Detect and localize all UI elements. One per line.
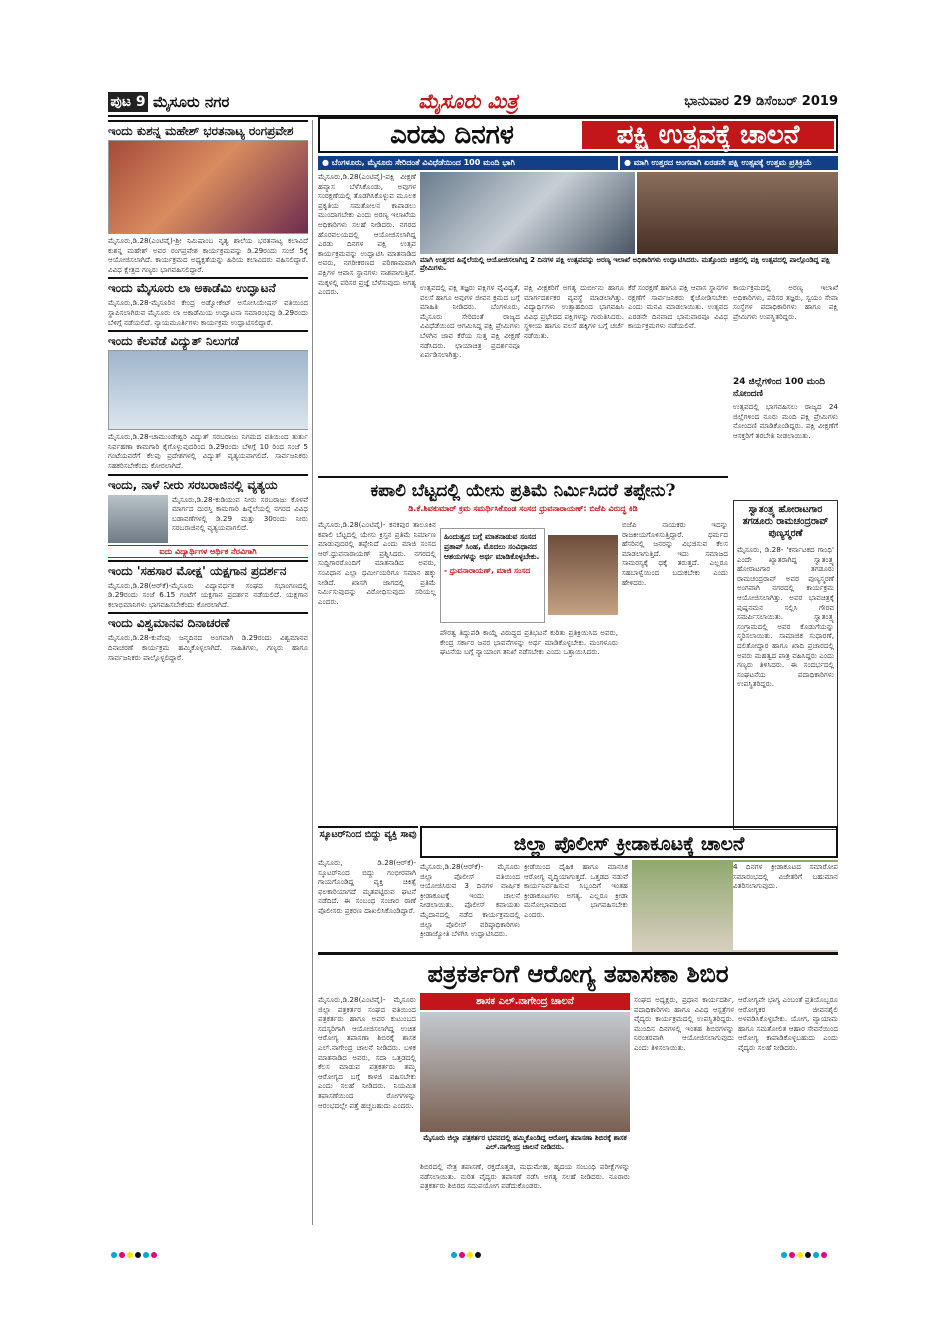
brief-headline: ಇಂದು ಮೈಸೂರು ಲಾ ಅಕಾಡೆಮಿ ಉದ್ಘಾಟನೆ — [108, 277, 308, 297]
brief-body: ಮೈಸೂರು,ಡಿ.28(ಆರ್‌ಕೆ)-ಮೈಸೂರು ವಿದ್ಯಾವರ್ಧಕ ಸಂಘದ ಸಭಾಂಗಣದಲ್ಲಿ ಡಿ.29ರಂದು ಸಂಜೆ 6.15 ಗಂಟೆಗೆ ಯಕ್ಷಗಾನ ಪ್ರದರ್ಶನ ನಡೆಯಲಿದೆ. ಯಕ್ಷಗಾನ ಕಲಾಭಿಮಾನಿಗಳು ಭಾಗವಹಿಸಬೇಕೆಂದು ಕೋರಲಾಗಿದೆ. — [108, 580, 308, 609]
lead-headline-part-a: ಎರಡು ದಿನಗಳ — [390, 120, 514, 150]
mp-portrait-photo — [548, 535, 618, 615]
police-col-1: ಮೈಸೂರು,ಡಿ.28(ಆರ್‌ಕೆ)- ಮೈಸೂರು ಜಿಲ್ಲಾ ಪೊಲೀಸ್ ವತಿಯಿಂದ ಆಯೋಜಿಸಿರುವ 3 ದಿನಗಳ ವಾರ್ಷಿಕ ಕ್ರೀಡಾಕೂಟಕ್ಕೆ ಇಂದು ಚಾಲನೆ ನೀಡಲಾಯಿತು. ಪೊಲೀಸ್ ಕವಾಯತು ಮೈದಾನದಲ್ಲಿ ನಡೆದ ಕಾರ್ಯಕ್ರಮದಲ್ಲಿ ಜಿಲ್ಲಾ ಪೊಲೀಸ್ ವರಿಷ್ಠಾಧಿಕಾರಿಗಳು ಕ್ರೀಡಾಜ್ಯೋತಿ ಬೆಳಗಿಸಿ ಉದ್ಘಾಟಿಸಿದರು. — [420, 862, 520, 939]
health-col-2: ಶಿಬಿರದಲ್ಲಿ ನೇತ್ರ ತಪಾಸಣೆ, ರಕ್ತದೊತ್ತಡ, ಮಧುಮೇಹ, ಹೃದಯ ಸಂಬಂಧಿ ಪರೀಕ್ಷೆಗಳನ್ನು ನಡೆಸಲಾಯಿತು. ನುರಿತ ವೈದ್ಯರು ತಪಾಸಣೆ ನಡೆಸಿ ಅಗತ್ಯ ಸಲಹೆ ನೀಡಿದರು. ನೂರಾರು ಪತ್ರಕರ್ತರು ಶಿಬಿರದ ಸದುಪಯೋಗ ಪಡೆದುಕೊಂಡರು. — [420, 1162, 630, 1191]
lead-col-5: ಕಾರ್ಯಕ್ರಮದಲ್ಲಿ ಅರಣ್ಯ ಇಲಾಖೆ ಅಧಿಕಾರಿಗಳು, ಪರಿಸರ ತಜ್ಞರು, ಸ್ವಯಂ ಸೇವಾ ಸಂಸ್ಥೆಗಳ ಪದಾಧಿಕಾರಿಗಳು ಹಾಗೂ ಪಕ್ಷಿ ಪ್ರೇಮಿಗಳು ಉಪಸ್ಥಿತರಿದ್ದರು. — [733, 283, 838, 321]
page-number: ಪುಟ 9 — [108, 92, 148, 112]
strap-right: ● ಮಾಗಿ ಉತ್ತರದ ಅಂಗವಾಗಿ ಏರಡನೇ ಪಕ್ಷಿ ಉತ್ಸವಕ್ಕೆ ಉತ್ತಮ ಪ್ರತಿಕ್ರಿಯೆ — [620, 156, 838, 170]
newspaper-logo: ಮೈಸೂರು ಮಿತ್ರ — [418, 89, 518, 113]
brief-headline: ಇಂದು ಕುಶನ್ನ ಮಹೇಶ್ ಭರತನಾಟ್ಯ ರಂಗಪ್ರವೇಶ — [108, 120, 308, 140]
lead-col-3: ಪಕ್ಷಿ ವೀಕ್ಷಕರಿಗೆ ಅಗತ್ಯ ದುರ್ಬೀನು ಹಾಗೂ ಮಾರ್ಗದರ್ಶಕರ ವ್ಯವಸ್ಥೆ ಮಾಡಲಾಗಿತ್ತು. ವಿದ್ಯಾರ್ಥಿಗಳು ಉತ್ಸಾಹದಿಂದ ಭಾಗವಹಿಸಿ ವಿವಿಧ ಪ್ರಭೇದದ ಪಕ್ಷಿಗಳನ್ನು ಗುರುತಿಸಿದರು. ಸ್ಥಳೀಯ ಹಾಗೂ ವಲಸೆ ಹಕ್ಕಿಗಳ ಬಗ್ಗೆ ಚರ್ಚೆ ನಡೆಯಿತು. — [524, 283, 624, 340]
lead-col-2: ಉತ್ಸವದಲ್ಲಿ ಪಕ್ಷಿ ತಜ್ಞರು ಪಕ್ಷಿಗಳ ವೈವಿಧ್ಯತೆ, ವಲಸೆ ಹಾಗೂ ಅವುಗಳ ಜೀವನ ಕ್ರಮದ ಬಗ್ಗೆ ಮಾಹಿತಿ ನೀಡಿದರು. ಬೆಂಗಳೂರು, ಮೈಸೂರು ಸೇರಿದಂತೆ ರಾಜ್ಯದ ವಿವಿಧೆಡೆಯಿಂದ ಆಗಮಿಸಿದ್ದ ಪಕ್ಷಿ ಪ್ರೇಮಿಗಳು ಬೆಳಗಿನ ಜಾವ ಕೆರೆಯ ಸುತ್ತ ಪಕ್ಷಿ ವೀಕ್ಷಣೆ ನಡೆಸಿದರು. ಛಾಯಾಚಿತ್ರ ಪ್ರದರ್ಶನವೂ ಏರ್ಪಡಿಸಲಾಗಿತ್ತು. — [420, 283, 520, 360]
print-registration-marks — [110, 1244, 170, 1252]
section-title: ಮೈಸೂರು ನಗರ — [153, 93, 230, 111]
kapali-col-1: ಮೈಸೂರು,ಡಿ.28(ಎಂಟಿವೈ)- ಕನಕಪುರ ತಾಲೂಕಿನ ಕಪಾಲಿ ಬೆಟ್ಟದಲ್ಲಿ ಯೇಸು ಕ್ರಿಸ್ತನ ಪ್ರತಿಮೆ ನಿರ್ಮಾಣ ಮಾಡುವುದರಲ್ಲಿ ತಪ್ಪೇನಿದೆ ಎಂದು ಮಾಜಿ ಸಂಸದ ಆರ್.ಧ್ರುವನಾರಾಯಣ್ ಪ್ರಶ್ನಿಸಿದರು. ನಗರದಲ್ಲಿ ಸುದ್ದಿಗಾರರೊಂದಿಗೆ ಮಾತನಾಡಿದ ಅವರು, ಸಂವಿಧಾನ ಎಲ್ಲಾ ಧರ್ಮೀಯರಿಗೂ ಸಮಾನ ಹಕ್ಕು ನೀಡಿದೆ. ಖಾಸಗಿ ಜಾಗದಲ್ಲಿ ಪ್ರತಿಮೆ ನಿರ್ಮಿಸುವುದನ್ನು ವಿರೋಧಿಸುವುದು ಸರಿಯಲ್ಲ ಎಂದರು. — [318, 520, 436, 606]
tribute-body: ಮೈಸೂರು, ಡಿ.28- 'ಕರ್ನಾಟಕದ ಗಾಂಧಿ' ಎಂದೇ ಖ್ಯಾತರಾಗಿದ್ದ ಸ್ವಾತಂತ್ರ್ಯ ಹೋರಾಟಗಾರ ತಗಡೂರು ರಾಮಚಂದ್ರರಾವ್ ಅವರ ಪುಣ್ಯಸ್ಮರಣೆ ಅಂಗವಾಗಿ ನಗರದಲ್ಲಿ ಕಾರ್ಯಕ್ರಮ ಆಯೋಜಿಸಲಾಗಿತ್ತು. ಅವರ ಭಾವಚಿತ್ರಕ್ಕೆ ಪುಷ್ಪನಮನ ಸಲ್ಲಿಸಿ ಗೌರವ ಸಮರ್ಪಿಸಲಾಯಿತು. ಸ್ವಾತಂತ್ರ್ಯ ಸಂಗ್ರಾಮದಲ್ಲಿ ಅವರ ಕೊಡುಗೆಯನ್ನು ಸ್ಮರಿಸಲಾಯಿತು. ಸಾಮಾಜಿಕ ಸುಧಾರಣೆ, ದಲಿತೋದ್ಧಾರ ಹಾಗೂ ಖಾದಿ ಪ್ರಚಾರದಲ್ಲಿ ಅವರು ಮಹತ್ವದ ಪಾತ್ರ ವಹಿಸಿದ್ದರು ಎಂದು ಗಣ್ಯರು ತಿಳಿಸಿದರು. ಈ ಸಂದರ್ಭದಲ್ಲಿ ಸಂಘಟನೆಯ ಪದಾಧಿಕಾರಿಗಳು ಉಪಸ್ಥಿತರಿದ್ದರು. — [737, 545, 834, 689]
registration-dots-icon — [780, 1251, 840, 1259]
power-pylon-photo — [108, 350, 308, 430]
kapali-col-3: ಪೌರತ್ವ ತಿದ್ದುಪಡಿ ಕಾಯ್ದೆ ವಿರುದ್ಧದ ಪ್ರತಿಭಟನೆ ಕುರಿತು ಪ್ರತಿಕ್ರಿಯಿಸಿದ ಅವರು, ಕೇಂದ್ರ ಸರ್ಕಾರ ಜನರ ಭಾವನೆಗಳನ್ನು ಅರ್ಥ ಮಾಡಿಕೊಳ್ಳಬೇಕು. ಮಂಗಳೂರು ಘಟನೆಯ ಬಗ್ಗೆ ನ್ಯಾಯಾಂಗ ತನಿಖೆ ನಡೆಸಬೇಕು ಎಂದು ಒತ್ತಾಯಿಸಿದರು. — [440, 628, 618, 657]
health-camp-caption: ಮೈಸೂರು ಜಿಲ್ಲಾ ಪತ್ರಕರ್ತರ ಭವನದಲ್ಲಿ ಹಮ್ಮಿಕೊಂಡಿದ್ದ ಆರೋಗ್ಯ ತಪಾಸಣಾ ಶಿಬಿರಕ್ಕೆ ಶಾಸಕ ಎಲ್.ನಾಗೇಂದ್ರ ಚಾಲನೆ ನೀಡಿದರು. — [423, 1134, 627, 1151]
brief-body: ಮೈಸೂರು,ಡಿ.28(ಎಂಟಿವೈ)-ಶ್ರೀ ನಿಮಿಷಾಂಬ ನೃತ್ಯ ಶಾಲೆಯ ಭರತನಾಟ್ಯ ಕಲಾವಿದೆ ಕುಶನ್ನ ಮಹೇಶ್ ಅವರ ರಂಗಪ್ರವೇಶ ಕಾರ್ಯಕ್ರಮವನ್ನು ಡಿ.29ರಂದು ಸಂಜೆ 5ಕ್ಕೆ ಆಯೋಜಿಸಲಾಗಿದೆ. ಕಾರ್ಯಕ್ರಮದ ಅಧ್ಯಕ್ಷತೆಯನ್ನು ಹಿರಿಯ ಕಲಾವಿದರು ವಹಿಸಲಿದ್ದಾರೆ. ವಿವಿಧ ಕ್ಷೇತ್ರದ ಗಣ್ಯರು ಭಾಗವಹಿಸಲಿದ್ದಾರೆ. — [108, 236, 308, 274]
scooter-body: ಮೈಸೂರು, ಡಿ.28(ಆರ್‌ಕೆ)- ಸ್ಕೂಟರ್‌ನಿಂದ ಬಿದ್ದು ಗಂಭೀರವಾಗಿ ಗಾಯಗೊಂಡಿದ್ದ ವ್ಯಕ್ತಿ ಚಿಕಿತ್ಸೆ ಫಲಕಾರಿಯಾಗದೆ ಮೃತಪಟ್ಟಿರುವ ಘಟನೆ ನಡೆದಿದೆ. ಈ ಸಂಬಂಧ ಸಂಚಾರ ಠಾಣೆ ಪೊಲೀಸರು ಪ್ರಕರಣ ದಾಖಲಿಸಿಕೊಂಡಿದ್ದಾರೆ. — [318, 858, 416, 915]
lead-subhead: 24 ಜಿಲ್ಲೆಗಳಿಂದ 100 ಮಂದಿ ನೋಂದಣಿ — [733, 377, 825, 399]
lead-col-6: ಉತ್ಸವದಲ್ಲಿ ಭಾಗವಹಿಸಲು ರಾಜ್ಯದ 24 ಜಿಲ್ಲೆಗಳಿಂದ ನೂರು ಮಂದಿ ಪಕ್ಷಿ ಪ್ರೇಮಿಗಳು ನೋಂದಣಿ ಮಾಡಿಕೊಂಡಿದ್ದರು. ಪಕ್ಷಿ ವೀಕ್ಷಣೆಗೆ ಆಸಕ್ತರಿಗೆ ತರಬೇತಿ ನೀಡಲಾಯಿತು. — [733, 402, 838, 440]
brief-headline: ಇಂದು ವಿಶ್ವಮಾನವ ದಿನಾಚರಣೆ — [108, 612, 308, 632]
audience-photo — [637, 172, 838, 254]
brief-headline: ಇಂದು 'ಸಹಸಾರ ಮೋಕ್ಷ' ಯಕ್ಷಗಾನ ಪ್ರದರ್ಶನ — [108, 560, 308, 580]
brief-body: ಮೈಸೂರು,ಡಿ.28-ಕುವೆಂಪು ಜನ್ಮದಿನದ ಅಂಗವಾಗಿ ಡಿ.29ರಂದು ವಿಶ್ವಮಾನವ ದಿನಾಚರಣೆ ಕಾರ್ಯಕ್ರಮ ಹಮ್ಮಿಕೊಳ್ಳಲಾಗಿದೆ. ಸಾಹಿತಿಗಳು, ಗಣ್ಯರು ಹಾಗೂ ಸಾರ್ವಜನಿಕರು ಪಾಲ್ಗೊಳ್ಳಲಿದ್ದಾರೆ. — [108, 633, 308, 662]
health-camp-photo — [420, 1012, 630, 1132]
kapali-headline: ಕಪಾಲಿ ಬೆಟ್ಟದಲ್ಲಿ ಯೇಸು ಪ್ರತಿಮೆ ನಿರ್ಮಿಸಿದರೆ ತಪ್ಪೇನು? — [318, 476, 728, 502]
pull-quote-author: - ಧ್ರುವನಾರಾಯಣ್, ಮಾಜಿ ಸಂಸದ — [444, 566, 531, 575]
health-col-3: ಸಂಘದ ಅಧ್ಯಕ್ಷರು, ಪ್ರಧಾನ ಕಾರ್ಯದರ್ಶಿ, ಪದಾಧಿಕಾರಿಗಳು ಹಾಗೂ ವಿವಿಧ ಆಸ್ಪತ್ರೆಗಳ ವೈದ್ಯರು ಕಾರ್ಯಕ್ರಮದಲ್ಲಿ ಉಪಸ್ಥಿತರಿದ್ದರು. ಮುಂದಿನ ದಿನಗಳಲ್ಲಿ ಇಂತಹ ಶಿಬಿರಗಳನ್ನು ನಿರಂತರವಾಗಿ ಆಯೋಜಿಸಲಾಗುವುದು ಎಂದು ತಿಳಿಸಲಾಯಿತು. — [634, 995, 734, 1052]
kapali-col-2: ಬಿಜೆಪಿ ನಾಯಕರು ಇದನ್ನು ರಾಜಕೀಯಗೊಳಿಸುತ್ತಿದ್ದಾರೆ. ಧರ್ಮದ ಹೆಸರಿನಲ್ಲಿ ಜನರನ್ನು ವಿಭಜಿಸುವ ಕೆಲಸ ಮಾಡಲಾಗುತ್ತಿದೆ. ಇದು ಸಮಾಜದ ಸಾಮರಸ್ಯಕ್ಕೆ ಧಕ್ಕೆ ತರುತ್ತದೆ. ಎಲ್ಲರೂ ಸಹಬಾಳ್ವೆಯಿಂದ ಬದುಕಬೇಕು ಎಂದು ಹೇಳಿದರು. — [622, 520, 728, 587]
police-col-2: ಕ್ರೀಡೆಯಿಂದ ದೈಹಿಕ ಹಾಗೂ ಮಾನಸಿಕ ಆರೋಗ್ಯ ವೃದ್ಧಿಯಾಗುತ್ತದೆ. ಒತ್ತಡದ ನಡುವೆ ಕಾರ್ಯನಿರ್ವಹಿಸುವ ಸಿಬ್ಬಂದಿಗೆ ಇಂತಹ ಕ್ರೀಡಾಕೂಟಗಳು ಅಗತ್ಯ. ಎಲ್ಲರೂ ಕ್ರೀಡಾ ಮನೋಭಾವದಿಂದ ಭಾಗವಹಿಸಬೇಕು ಎಂದರು. — [524, 862, 628, 919]
lead-photo-caption: ಮಾಗಿ ಉತ್ತರದ ಹಿನ್ನೆಲೆಯಲ್ಲಿ ಆಯೋಜಿಸಲಾಗಿದ್ದ 2 ದಿನಗಳ ಪಕ್ಷಿ ಉತ್ಸವವನ್ನು ಅರಣ್ಯ ಇಲಾಖೆ ಅಧಿಕಾರಿಗಳು ಉದ್ಘಾಟಿಸಿದರು. ಮತ್ತೊಂದು ಚಿತ್ರದಲ್ಲಿ ಪಕ್ಷಿ ಉತ್ಸವದಲ್ಲಿ ಪಾಲ್ಗೊಂಡಿದ್ದ ಪಕ್ಷಿ ಪ್ರೇಮಿಗಳು. — [420, 256, 831, 272]
brief-body: ಮೈಸೂರು,ಡಿ.28-ಚಾಮುಂಡೇಶ್ವರಿ ವಿದ್ಯುತ್ ಸರಬರಾಜು ನಿಗಮದ ವತಿಯಿಂದ ತುರ್ತು ನಿರ್ವಹಣಾ ಕಾಮಗಾರಿ ಕೈಗೊಳ್ಳುವುದರಿಂದ ಡಿ.29ರಂದು ಬೆಳಿಗ್ಗೆ 10 ರಿಂದ ಸಂಜೆ 5 ಗಂಟೆಯವರೆಗೆ ಕೆಲವು ಪ್ರದೇಶಗಳಲ್ಲಿ ವಿದ್ಯುತ್ ವ್ಯತ್ಯಯವಾಗಲಿದೆ. ಸಾರ್ವಜನಿಕರು ಸಹಕರಿಸಬೇಕೆಂದು ಕೋರಲಾಗಿದೆ. — [108, 432, 308, 470]
health-col-1: ಮೈಸೂರು,ಡಿ.28(ಎಂಟಿವೈ)- ಮೈಸೂರು ಜಿಲ್ಲಾ ಪತ್ರಕರ್ತರ ಸಂಘದ ವತಿಯಿಂದ ಪತ್ರಕರ್ತರು ಹಾಗೂ ಅವರ ಕುಟುಂಬದ ಸದಸ್ಯರಿಗಾಗಿ ಆಯೋಜಿಸಲಾಗಿದ್ದ ಉಚಿತ ಆರೋಗ್ಯ ತಪಾಸಣಾ ಶಿಬಿರಕ್ಕೆ ಶಾಸಕ ಎಲ್.ನಾಗೇಂದ್ರ ಚಾಲನೆ ನೀಡಿದರು. ಬಳಿಕ ಮಾತನಾಡಿದ ಅವರು, ಸದಾ ಒತ್ತಡದಲ್ಲಿ ಕೆಲಸ ಮಾಡುವ ಪತ್ರಕರ್ತರು ತಮ್ಮ ಆರೋಗ್ಯದ ಬಗ್ಗೆ ಕಾಳಜಿ ವಹಿಸಬೇಕು ಎಂದು ಸಲಹೆ ನೀಡಿದರು. ನಿಯಮಿತ ತಪಾಸಣೆಯಿಂದ ರೋಗಗಳನ್ನು ಆರಂಭದಲ್ಲೇ ಪತ್ತೆ ಹಚ್ಚಬಹುದು ಎಂದರು. — [318, 995, 416, 1110]
left-news-column — [108, 120, 308, 1225]
kapali-subhead: ಡಿ.ಕೆ.ಶಿವಕುಮಾರ್ ಕ್ರಮ ಸಮರ್ಥಿಸಿಕೊಂಡ ಸಂಸದ ಧ್ರುವನಾರಾಯಣ್: ಬಿಜೆಪಿ ವಿರುದ್ಧ ಕಿಡಿ — [408, 504, 638, 513]
registration-dots-icon — [450, 1251, 510, 1259]
inauguration-photo — [420, 172, 635, 254]
police-col-3: 4 ದಿನಗಳ ಕ್ರೀಡಾಕೂಟದ ಸಮಾರೋಪ ಸಮಾರಂಭದಲ್ಲಿ ವಿಜೇತರಿಗೆ ಬಹುಮಾನ ವಿತರಿಸಲಾಗುವುದು. — [733, 862, 838, 950]
health-camp-headline: ಪತ್ರಕರ್ತರಿಗೆ ಆರೋಗ್ಯ ತಪಾಸಣಾ ಶಿಬಿರ — [318, 952, 838, 990]
water-tap-photo — [108, 495, 168, 543]
print-registration-marks — [780, 1244, 840, 1252]
brief-body — [108, 495, 308, 533]
red-note: ಐದು ವಿದ್ಯಾರ್ಥಿಗಳ ಆರ್ಥಿಕ ನೆರವಿಗಾಗಿ — [108, 545, 308, 558]
registration-dots-icon — [110, 1251, 170, 1259]
brief-body: ಮೈಸೂರು,ಡಿ.28-ಮೈಸೂರಿನ ಕೇಂದ್ರ ಅಡ್ವೋಕೇಟ್ ಅಸೋಸಿಯೇಷನ್ ವತಿಯಿಂದ ಸ್ಥಾಪಿಸಲಾಗಿರುವ ಮೈಸೂರು ಲಾ ಅಕಾಡೆಮಿಯ ಉದ್ಘಾಟನಾ ಸಮಾರಂಭವು ಡಿ.29ರಂದು ಬೆಳಿಗ್ಗೆ ನಡೆಯಲಿದೆ. ನ್ಯಾಯಮೂರ್ತಿಗಳು ಕಾರ್ಯಕ್ರಮ ಉದ್ಘಾಟಿಸಲಿದ್ದಾರೆ. — [108, 298, 308, 327]
column-divider — [312, 120, 313, 1225]
brief-headline: ಇಂದು, ನಾಳೆ ನೀರು ಸರಬರಾಜಿನಲ್ಲಿ ವ್ಯತ್ಯಯ — [108, 474, 308, 494]
lead-headline-part-b: ಪಕ್ಷಿ ಉತ್ಸವಕ್ಕೆ ಚಾಲನೆ — [582, 121, 834, 149]
brief-body-text: ಮೈಸೂರು,ಡಿ.28-ಕುಡಿಯುವ ನೀರು ಸರಬರಾಜು ಕೊಳವೆ ಮಾರ್ಗದ ದುರಸ್ತಿ ಕಾಮಗಾರಿ ಹಿನ್ನೆಲೆಯಲ್ಲಿ ನಗರದ ವಿವಿಧ ಬಡಾವಣೆಗಳಲ್ಲಿ ಡಿ.29 ಮತ್ತು 30ರಂದು ನೀರು ಸರಬರಾಜಿನಲ್ಲಿ ವ್ಯತ್ಯಯವಾಗಲಿದೆ. — [172, 494, 308, 533]
tribute-box — [733, 500, 838, 830]
issue-date: ಭಾನುವಾರ 29 ಡಿಸೆಂಬರ್ 2019 — [684, 94, 838, 109]
health-camp-subhead: ಶಾಸಕ ಎಲ್.ನಾಗೇಂದ್ರ ಚಾಲನೆ — [420, 993, 630, 1010]
print-registration-marks — [450, 1244, 510, 1252]
dancer-photo — [108, 140, 308, 234]
brief-headline: ಇಂದು ಕೆಲವೆಡೆ ವಿದ್ಯುತ್ ನಿಲುಗಡೆ — [108, 330, 308, 350]
kapali-pull-quote — [440, 528, 545, 623]
pull-quote-text: ಹಿಂದುತ್ವದ ಬಗ್ಗೆ ಮಾತನಾಡುವ ಸಂಸದ ಪ್ರತಾಪ್ ಸಿಂಹ, ಮೊದಲು ಸಂವಿಧಾನದ ಆಶಯಗಳನ್ನು ಅರ್ಥ ಮಾಡಿಕೊಳ್ಳಬೇಕು. — [444, 532, 540, 561]
health-col-4: ಆರೋಗ್ಯವೇ ಭಾಗ್ಯ ಎಂಬಂತೆ ಪ್ರತಿಯೊಬ್ಬರೂ ಆರೋಗ್ಯಕರ ಜೀವನಶೈಲಿ ಅಳವಡಿಸಿಕೊಳ್ಳಬೇಕು. ಯೋಗ, ವ್ಯಾಯಾಮ ಹಾಗೂ ಸಮತೋಲಿತ ಆಹಾರ ಸೇವನೆಯಿಂದ ಆರೋಗ್ಯ ಕಾಪಾಡಿಕೊಳ್ಳಬಹುದು ಎಂದು ವೈದ್ಯರು ಸಲಹೆ ನೀಡಿದರು. — [738, 995, 838, 1052]
lead-col-4: ಕೆರೆ ಸಂರಕ್ಷಣೆ ಹಾಗೂ ಪಕ್ಷಿ ಆವಾಸ ಸ್ಥಾನಗಳ ರಕ್ಷಣೆಗೆ ಸಾರ್ವಜನಿಕರು ಕೈಜೋಡಿಸಬೇಕು ಎಂದು ಮನವಿ ಮಾಡಲಾಯಿತು. ಉತ್ಸವದ ಎರಡನೇ ದಿನವಾದ ಭಾನುವಾರವೂ ವಿವಿಧ ಕಾರ್ಯಕ್ರಮಗಳು ನಡೆಯಲಿವೆ. — [628, 283, 728, 331]
police-headline: ಜಿಲ್ಲಾ ಪೊಲೀಸ್ ಕ್ರೀಡಾಕೂಟಕ್ಕೆ ಚಾಲನೆ — [420, 826, 838, 858]
strap-left: ● ಬೆಂಗಳೂರು, ಮೈಸೂರು ಸೇರಿದಂತೆ ವಿವಿಧೆಡೆಯಿಂದ 100 ಮಂದಿ ಭಾಗಿ — [318, 156, 618, 170]
tribute-headline: ಸ್ವಾತಂತ್ರ್ಯ ಹೋರಾಟಗಾರ ತಗಡೂರು ರಾಮಚಂದ್ರರಾವ್ ಪುಣ್ಯಸ್ಮರಣೆ — [742, 504, 829, 539]
scooter-headline: ಸ್ಕೂಟರ್‌ನಿಂದ ಬಿದ್ದು ವ್ಯಕ್ತಿ ಸಾವು — [318, 826, 418, 856]
lead-headline-banner — [318, 117, 838, 153]
lead-col-1: ಮೈಸೂರು,ಡಿ.28(ಎಂಟಿವೈ)-ಪಕ್ಷಿ ವೀಕ್ಷಣೆ ಹವ್ಯಾಸ ಬೆಳೆಸಿಕೊಂಡು, ಅವುಗಳ ಸಂರಕ್ಷಣೆಯಲ್ಲಿ ತೊಡಗಿಸಿಕೊಳ್ಳುವ ಮೂಲಕ ಪ್ರಕೃತಿಯ ಸಮತೋಲನ ಕಾಪಾಡಲು ಮುಂದಾಗಬೇಕು ಎಂದು ಅರಣ್ಯ ಇಲಾಖೆಯ ಅಧಿಕಾರಿಗಳು ಸಲಹೆ ನೀಡಿದರು. ನಗರದ ಹೊರವಲಯದಲ್ಲಿ ಆಯೋಜಿಸಲಾಗಿದ್ದ ಎರಡು ದಿನಗಳ ಪಕ್ಷಿ ಉತ್ಸವ ಕಾರ್ಯಕ್ರಮವನ್ನು ಉದ್ಘಾಟಿಸಿ ಮಾತನಾಡಿದ ಅವರು, ನಗರೀಕರಣದ ಪರಿಣಾಮವಾಗಿ ಪಕ್ಷಿಗಳ ಆವಾಸ ಸ್ಥಾನಗಳು ನಾಶವಾಗುತ್ತಿವೆ. ಮಕ್ಕಳಲ್ಲಿ ಪರಿಸರ ಪ್ರಜ್ಞೆ ಬೆಳೆಸುವುದು ಅಗತ್ಯ ಎಂದರು. — [318, 172, 416, 297]
